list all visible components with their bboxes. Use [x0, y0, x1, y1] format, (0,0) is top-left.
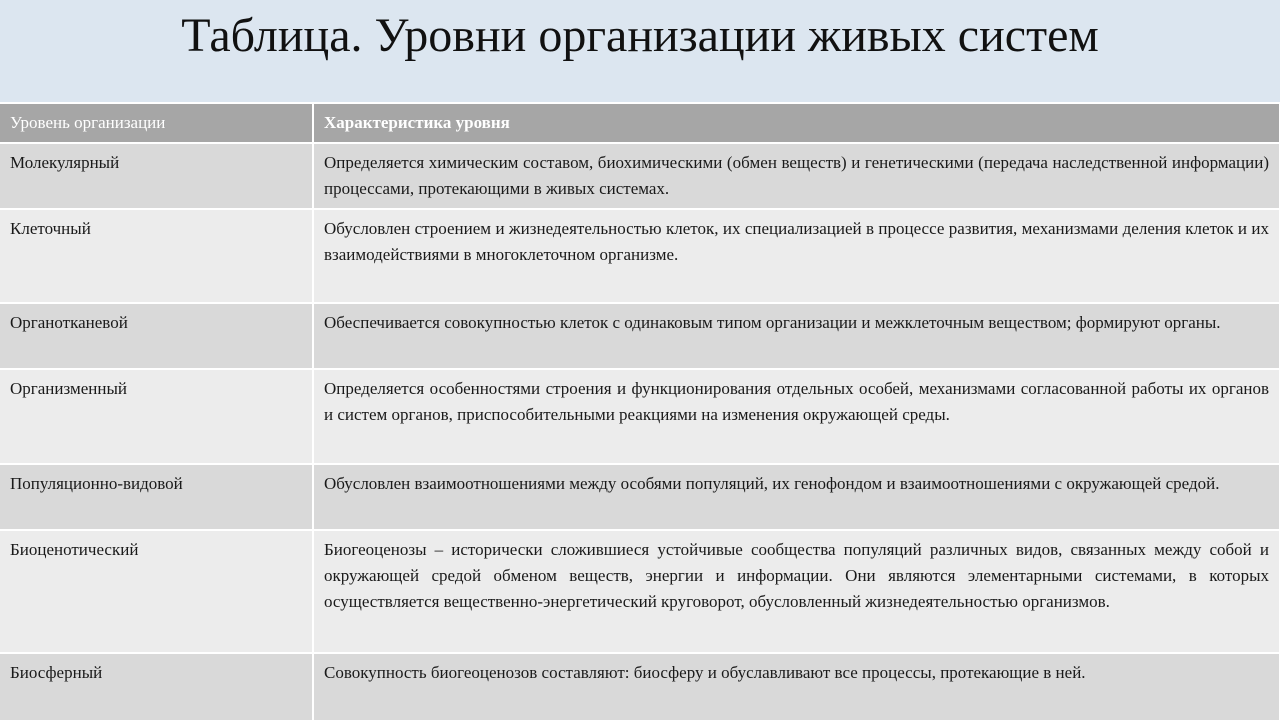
- level-cell: Органотканевой: [0, 303, 313, 369]
- header-level: Уровень организации: [0, 104, 313, 143]
- table-row: [0, 369, 1280, 464]
- description-cell: Обусловлен взаимоотношениями между особями популяций, их генофондом и взаимоотношениями с окружающей средой.: [313, 464, 1280, 530]
- table-row: [0, 209, 1280, 303]
- level-cell: Биоценотический: [0, 530, 313, 653]
- table-row: [0, 530, 1280, 653]
- page-title: Таблица. Уровни организации живых систем: [181, 9, 1099, 62]
- level-cell: Биосферный: [0, 653, 313, 720]
- table-header-row: [0, 104, 1280, 143]
- table-row: [0, 143, 1280, 209]
- description-cell: Обеспечивается совокупностью клеток с одинаковым типом организации и межклеточным веществом; формируют органы.: [313, 303, 1280, 369]
- level-cell: Клеточный: [0, 209, 313, 303]
- levels-table: [0, 104, 1280, 720]
- header-characteristic: Характеристика уровня: [313, 104, 1280, 143]
- description-cell: Определяется химическим составом, биохимическими (обмен веществ) и генетическими (передача наследственной информации) процессами, протекающими в живых системах.: [313, 143, 1280, 209]
- table-row: [0, 653, 1280, 720]
- description-cell: Биогеоценозы – исторически сложившиеся устойчивые сообщества популяций различных видов, связанных между собой и окружающей средой обменом веществ, энергии и информации. Они являются элементарными системами, в которых осуществляется вещественно-энергетический круговорот, обусловленный жизнедеятельностью организмов.: [313, 530, 1280, 653]
- description-cell: Определяется особенностями строения и функционирования отдельных особей, механизмами согласованной работы их органов и систем органов, приспособительными реакциями на изменения окружающей среды.: [313, 369, 1280, 464]
- level-cell: Молекулярный: [0, 143, 313, 209]
- description-cell: Обусловлен строением и жизнедеятельностью клеток, их специализацией в процессе развития, механизмами деления клеток и их взаимодействиями в многоклеточном организме.: [313, 209, 1280, 303]
- table-row: [0, 464, 1280, 530]
- table-row: [0, 303, 1280, 369]
- level-cell: Организменный: [0, 369, 313, 464]
- description-cell: Совокупность биогеоценозов составляют: биосферу и обуславливают все процессы, протекающие в ней.: [313, 653, 1280, 720]
- level-cell: Популяционно-видовой: [0, 464, 313, 530]
